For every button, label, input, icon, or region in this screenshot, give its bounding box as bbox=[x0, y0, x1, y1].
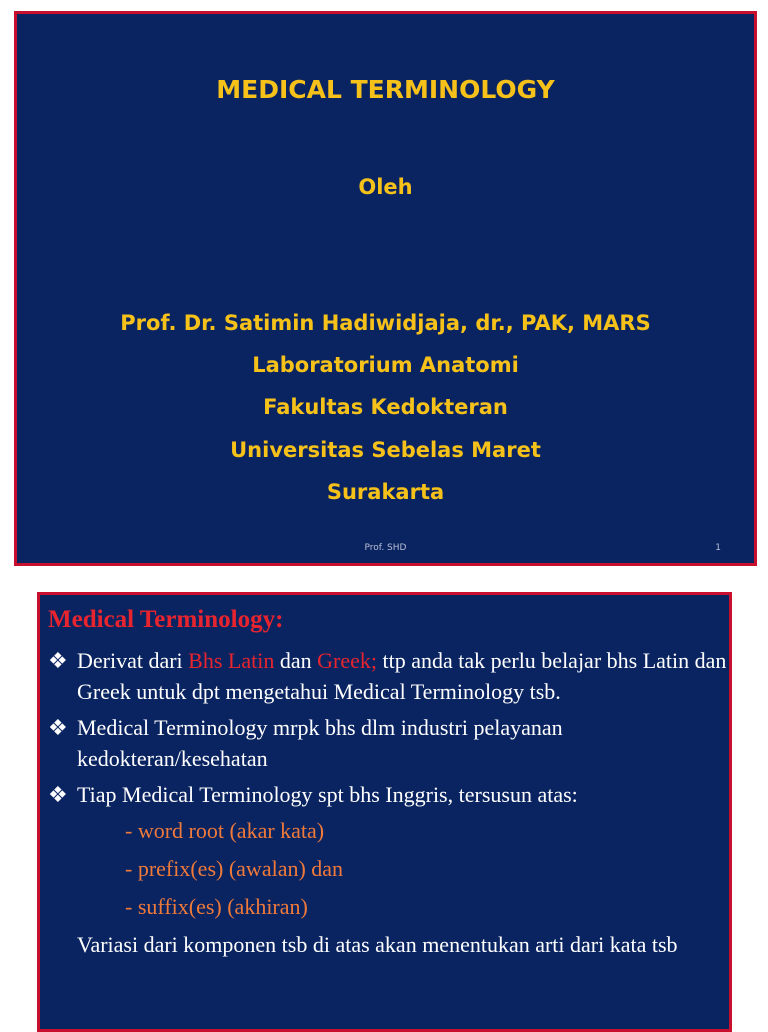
bullet-text: Tiap Medical Terminology spt bhs Inggris, tersusun atas: bbox=[77, 782, 578, 807]
component-prefix: - prefix(es) (awalan) dan bbox=[125, 856, 344, 881]
bullet-structure bbox=[48, 779, 728, 810]
component-suffix: - suffix(es) (akhiran) bbox=[125, 894, 308, 919]
author-lab: Laboratorium Anatomi bbox=[252, 353, 519, 377]
diamond-bullet-icon: ❖ bbox=[48, 782, 68, 807]
bullet-text: dan bbox=[274, 648, 318, 673]
slide-footer: Prof. SHD bbox=[364, 543, 407, 553]
diamond-bullet-icon: ❖ bbox=[48, 715, 68, 740]
content-slide-title: Medical Terminology: bbox=[48, 606, 284, 633]
author-city: Surakarta bbox=[326, 480, 445, 504]
highlight-greek: Greek; bbox=[317, 648, 377, 673]
slide-number: 1 bbox=[715, 543, 721, 553]
author-name: Prof. Dr. Satimin Hadiwidjaja, dr., PAK, MARS bbox=[120, 311, 651, 335]
title-slide bbox=[14, 11, 757, 566]
content-slide-body bbox=[48, 645, 728, 960]
author-university: Universitas Sebelas Maret bbox=[230, 438, 541, 462]
slide-title: MEDICAL TERMINOLOGY bbox=[216, 75, 555, 104]
by-label: Oleh bbox=[358, 175, 413, 199]
bullet-text: ttp anda tak perlu belajar bhs Latin dan Greek untuk dpt mengetahui Medical Terminology tsb. bbox=[77, 648, 727, 704]
closing-text: Variasi dari komponen tsb di atas akan menentukan arti dari kata tsb bbox=[77, 932, 678, 957]
bullet-derivation bbox=[48, 645, 728, 707]
bullet-industry bbox=[48, 712, 728, 774]
bullet-text: Medical Terminology mrpk bhs dlm industri pelayanan kedokteran/kesehatan bbox=[77, 715, 563, 771]
bullet-text: Derivat dari bbox=[77, 648, 189, 673]
content-slide bbox=[37, 592, 732, 1032]
author-faculty: Fakultas Kedokteran bbox=[263, 395, 508, 419]
component-word-root: - word root (akar kata) bbox=[125, 818, 325, 843]
highlight-latin: Bhs Latin bbox=[188, 648, 275, 673]
diamond-bullet-icon: ❖ bbox=[48, 648, 68, 673]
